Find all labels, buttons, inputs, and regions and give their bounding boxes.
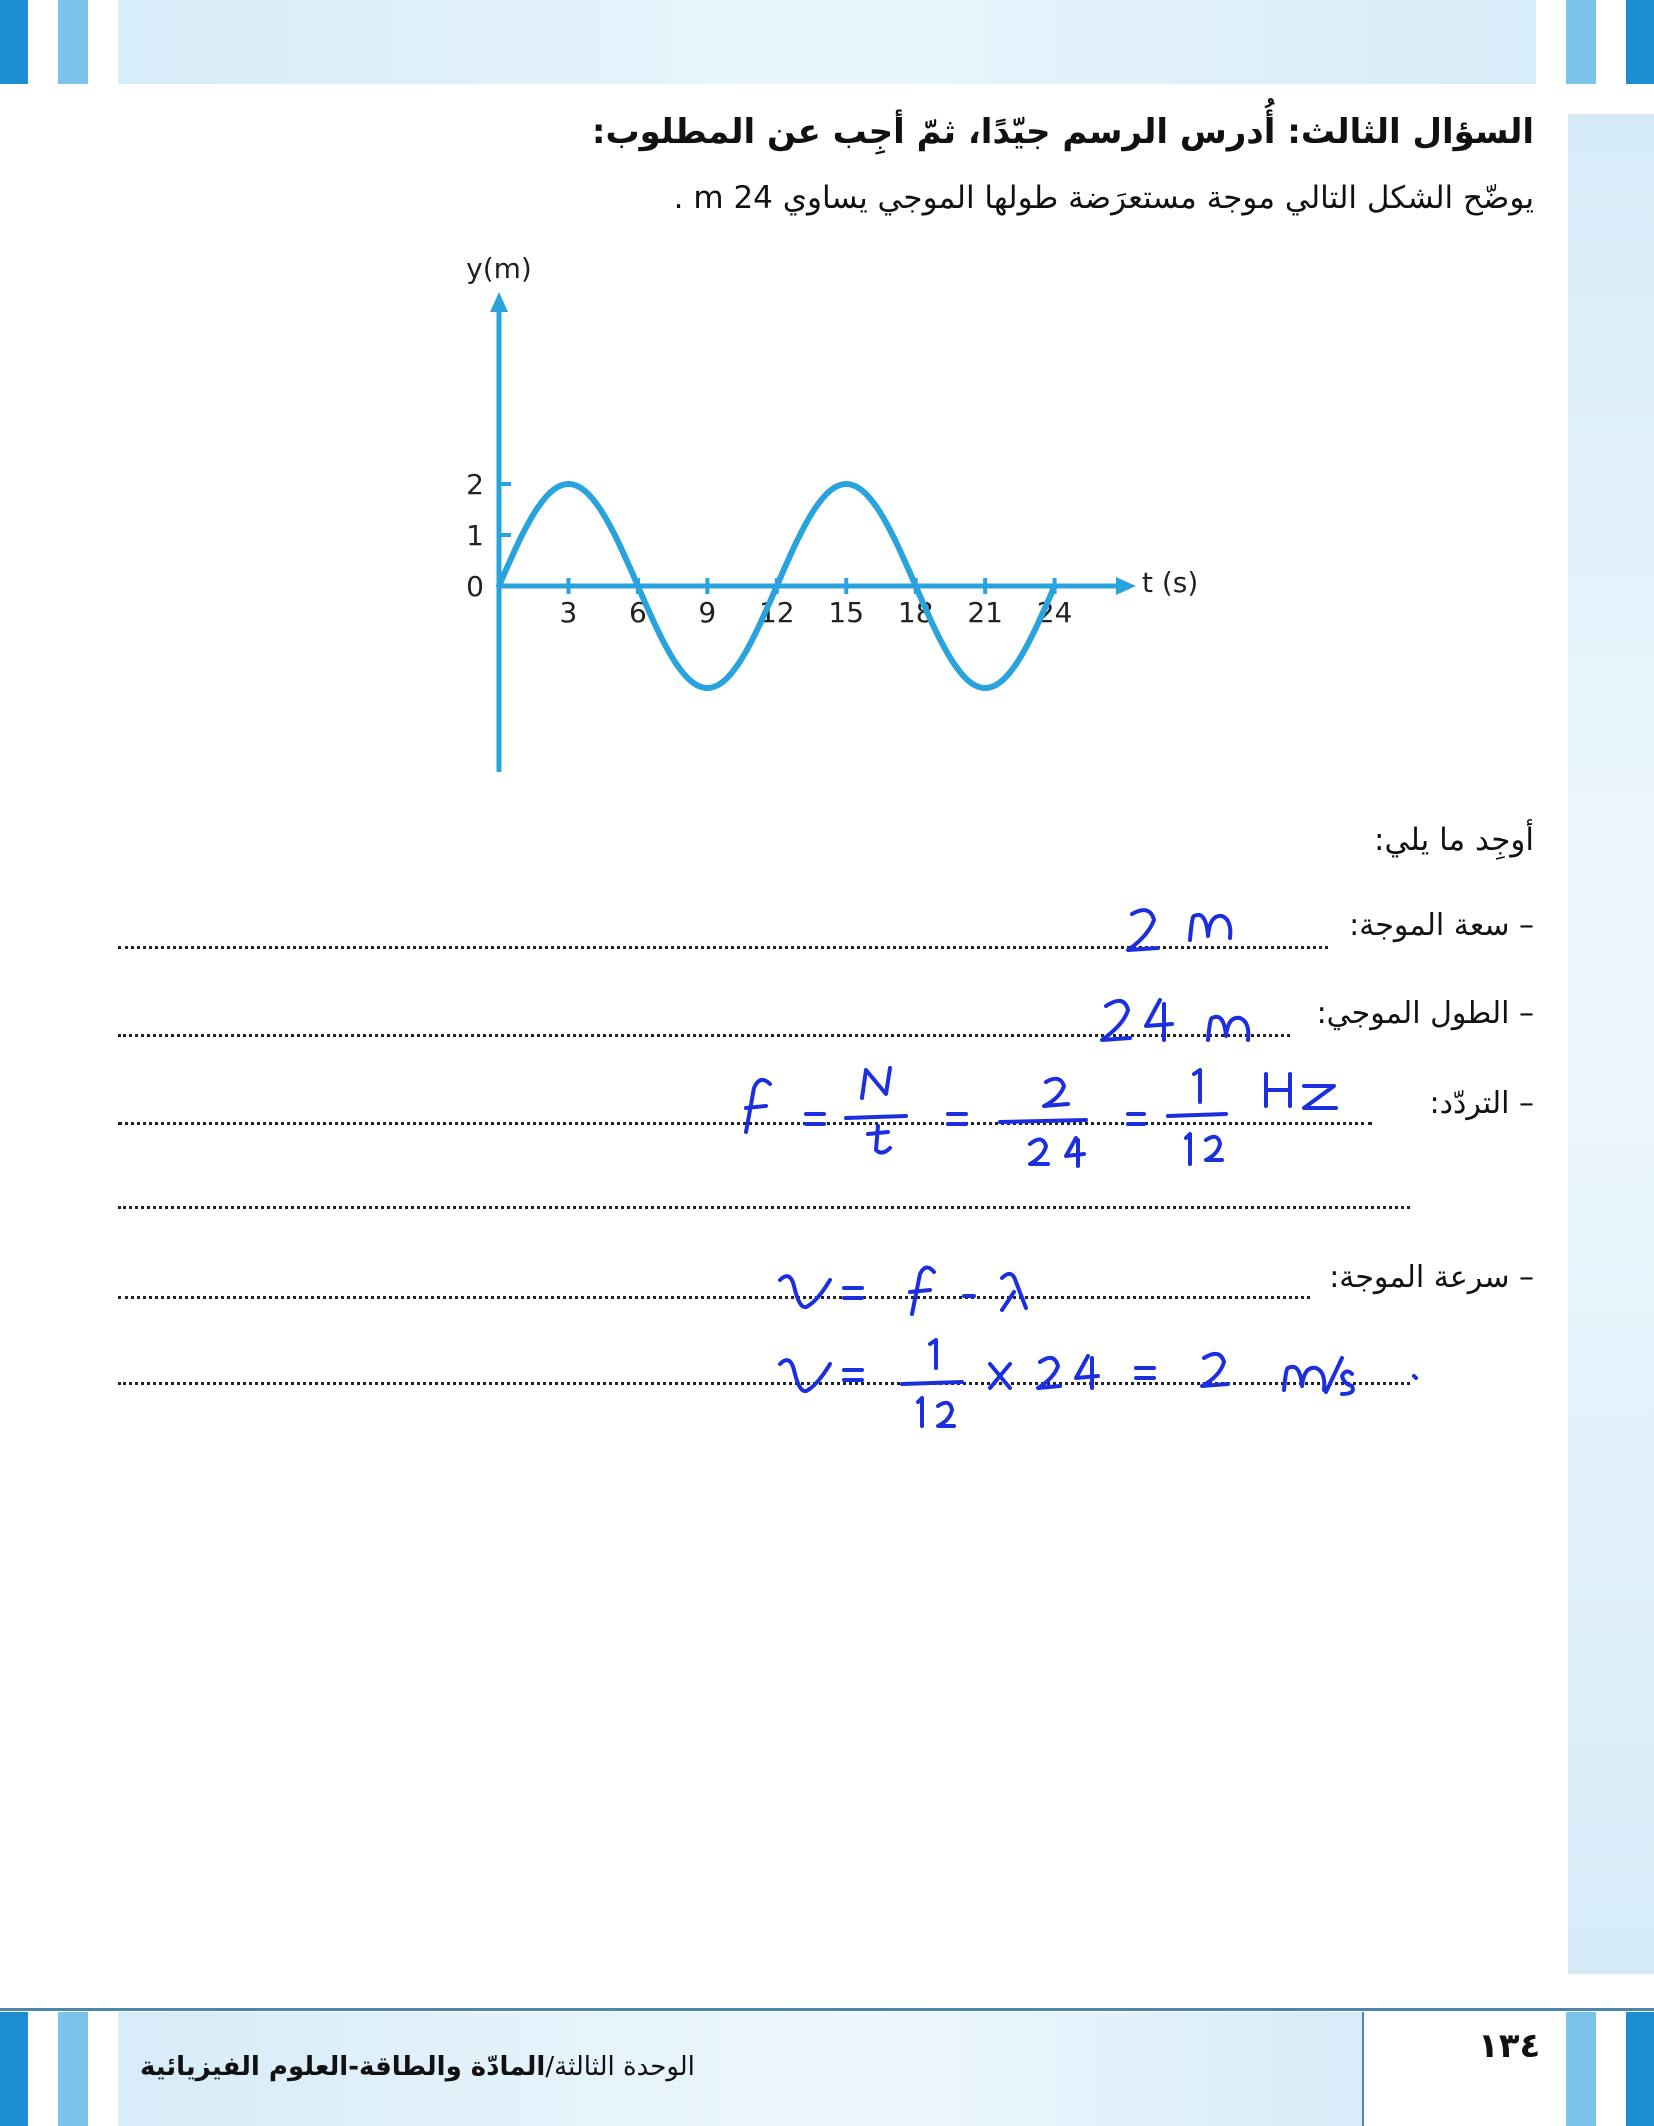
frequency-answer-line-2 [118,1206,1410,1209]
y-tick-label: 0 [466,570,484,603]
footer-band-right-dark [1626,2012,1654,2126]
y-tick-label: 2 [466,468,484,501]
x-tick-label: 6 [628,596,647,629]
wavelength-answer-line [118,1034,1290,1037]
x-tick-label: 21 [967,596,1003,629]
x-axis-arrow [1116,577,1136,595]
x-tick-label: 3 [559,596,578,629]
speed-answer-line-2 [118,1382,1410,1385]
x-tick-label: 15 [828,596,865,629]
header-band-center [118,0,1536,84]
speed-label: – سرعة الموجة: [1329,1260,1534,1295]
footer-band-left-dark [0,2012,28,2126]
x-tick-label: 24 [1036,596,1073,629]
find-prompt: أوجِد ما يلي: [1374,822,1534,858]
question-title: السؤال الثالث: أُدرس الرسم جيّدًا، ثمّ أجِب عن المطلوب: [591,112,1534,152]
speed-answer-line [118,1296,1310,1299]
wave-chart [430,240,1210,800]
amplitude-label: – سعة الموجة: [1349,908,1534,943]
side-strip [1568,114,1654,1974]
wavelength-label: – الطول الموجي: [1316,996,1534,1031]
question-intro: يوضّح الشكل التالي موجة مستعرَضة طولها الموجي يساوي 24 m . [673,180,1534,216]
header-band-right-light [1566,0,1596,84]
x-tick-label: 18 [897,596,934,629]
footer-title [140,2052,695,2082]
handwriting-amplitude [1128,910,1230,950]
x-tick-label: 9 [698,596,717,629]
x-tick-label: 12 [758,596,795,629]
handwriting-speed-formula [780,1267,1026,1314]
header-band-right-dark [1626,0,1654,84]
footer-divider-line [0,2008,1654,2011]
frequency-answer-line [118,1122,1372,1125]
footer-band-left-light [58,2012,88,2126]
frequency-label: – التردّد: [1429,1086,1534,1121]
amplitude-answer-line [118,946,1328,949]
handwriting-frequency [746,1068,1336,1166]
page-number: ١٣٤ [1478,2026,1541,2066]
chart-axes [490,292,1136,772]
header-band-left-dark [0,0,28,84]
footer-band-right-light [1566,2012,1596,2126]
x-axis-label: t (s) [1142,566,1199,599]
y-axis-arrow [490,292,508,312]
footer-subject: المادّة والطاقة-العلوم الفيزيائية [140,2052,546,2082]
header-band-left-light [58,0,88,84]
footer-band-divider [1362,2012,1364,2126]
footer-unit: الوحدة الثالثة/ [545,2052,695,2082]
y-axis-label: y(m) [466,252,532,285]
y-tick-label: 1 [466,519,484,552]
